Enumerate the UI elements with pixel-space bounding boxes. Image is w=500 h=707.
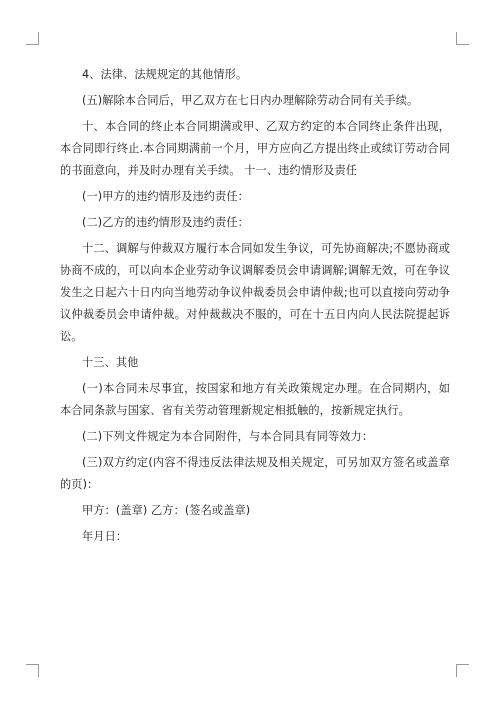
paragraph-other-3: (三)双方约定(内容不得违反法律法规及相关规定，可另加双方签名或盖章的页)： (60, 456, 450, 491)
date-line: 年月日： (82, 530, 128, 543)
crop-mark-top-right (456, 32, 469, 45)
crop-mark-bottom-left (26, 664, 39, 677)
crop-mark-bottom-right (456, 664, 469, 677)
paragraph-other-2: (二)下列文件规定为本合同附件，与本合同具有同等效力： (82, 430, 374, 443)
paragraph-section-13-heading: 十三、其他 (82, 356, 139, 369)
paragraph-party-a-liability: (一)甲方的违约情形及违约责任： (82, 190, 249, 203)
paragraph-section-12-arbitration: 十二、调解与仲裁双方履行本合同如发生争议，可先协商解决;不愿协商或协商不成的，可以向本企业劳动争议调解委员会申请调解;调解无效，可在争议发生之日起六十日内向当地劳动争议仲裁委员会申请仲裁;也可以直接向劳动争议仲裁委员会申请仲裁。对仲裁裁决不服的，可在十五日内向人民法院提起诉讼。 (60, 242, 450, 343)
signature-line: 甲方：(盖章) 乙方：(签名或盖章) (82, 504, 251, 517)
crop-mark-top-left (26, 32, 39, 45)
paragraph-party-b-liability: (二)乙方的违约情形及违约责任： (82, 216, 249, 229)
paragraph-other-1: (一)本合同未尽事宜，按国家和地方有关政策规定办理。在合同期内，如本合同条款与国家、省有关劳动管理新规定相抵触的，按新规定执行。 (60, 382, 450, 417)
paragraph-item-4: 4、法律、法规规定的其他情形。 (82, 68, 248, 81)
paragraph-termination-procedures: (五)解除本合同后，甲乙双方在七日内办理解除劳动合同有关手续。 (82, 94, 419, 107)
document-body (60, 64, 450, 552)
paragraph-section-10-termination: 十、本合同的终止本合同期满或甲、乙双方约定的本合同终止条件出现，本合同即行终止.本合同期满前一个月，甲方应向乙方提出终止或续订劳动合同的书面意向，并及时办理有关手续。 十一、违约情形及责任 (60, 120, 450, 177)
